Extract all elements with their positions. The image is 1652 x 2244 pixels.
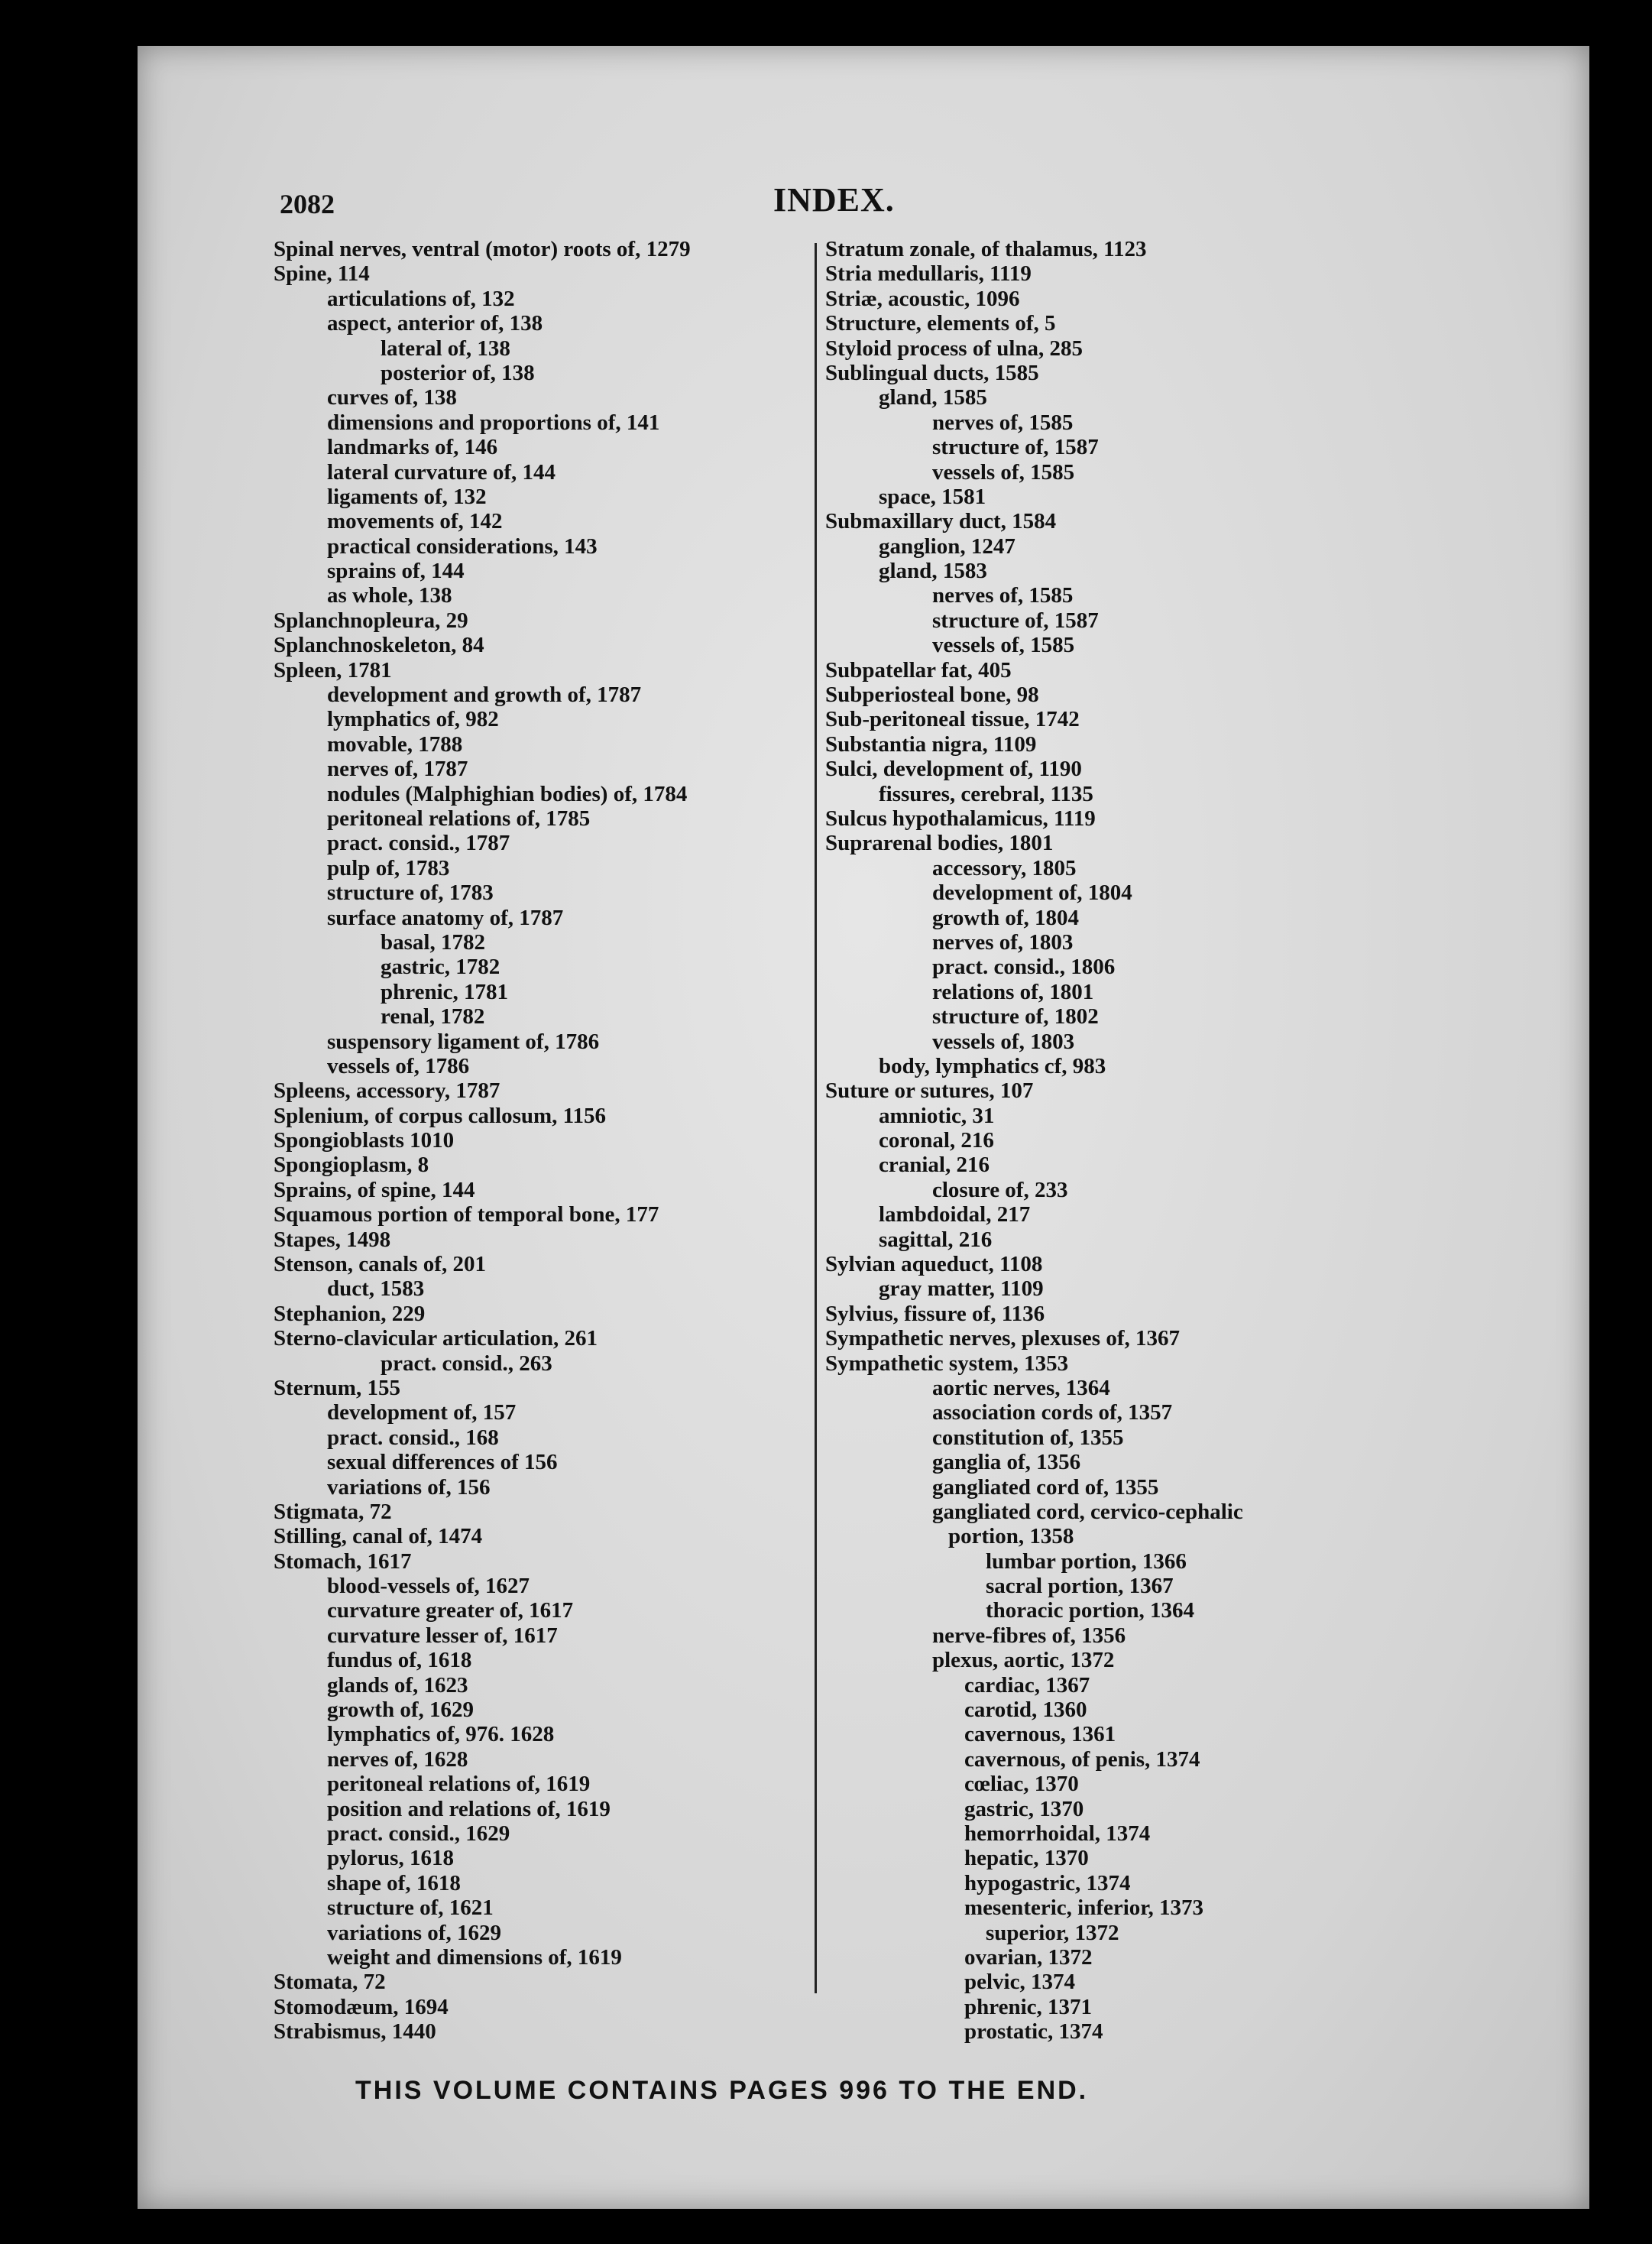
- index-column-right: [825, 237, 1513, 2045]
- index-entry: Suprarenal bodies, 1801: [825, 831, 1054, 856]
- index-entry: ligaments of, 132: [327, 484, 487, 509]
- index-entry: Sulci, development of, 1190: [825, 757, 1082, 782]
- index-entry: peritoneal relations of, 1619: [327, 1772, 591, 1797]
- index-entry: Splanchnoskeleton, 84: [274, 633, 484, 658]
- index-entry: Stria medullaris, 1119: [825, 261, 1032, 287]
- index-entry: blood-vessels of, 1627: [327, 1574, 530, 1599]
- index-entry: Spongioblasts 1010: [274, 1128, 455, 1153]
- index-entry: space, 1581: [879, 484, 986, 509]
- book-page: [138, 46, 1589, 2209]
- index-entry: Sylvius, fissure of, 1136: [825, 1301, 1045, 1326]
- index-entry: fissures, cerebral, 1135: [879, 781, 1093, 806]
- index-entry: Substantia nigra, 1109: [825, 731, 1037, 757]
- index-entry: vessels of, 1803: [932, 1029, 1075, 1054]
- index-entry: Submaxillary duct, 1584: [825, 509, 1057, 534]
- index-entry: Stomodæum, 1694: [274, 1994, 449, 2019]
- index-entry: curvature lesser of, 1617: [327, 1623, 558, 1648]
- index-entry: Stomata, 72: [274, 1970, 386, 1995]
- index-entry: sexual differences of 156: [327, 1450, 558, 1475]
- index-entry: cardiac, 1367: [964, 1672, 1090, 1698]
- index-entry: vessels of, 1585: [932, 633, 1075, 658]
- index-entry: variations of, 156: [327, 1474, 491, 1500]
- index-entry: Stigmata, 72: [274, 1499, 392, 1524]
- index-entry: Suture or sutures, 107: [825, 1078, 1034, 1104]
- index-entry: pract. consid., 1629: [327, 1821, 510, 1846]
- index-entry: movements of, 142: [327, 509, 503, 534]
- index-entry: portion, 1358: [948, 1524, 1074, 1549]
- index-entry: peritoneal relations of, 1785: [327, 806, 591, 831]
- index-entry: Sprains, of spine, 144: [274, 1177, 475, 1202]
- index-entry: nerves of, 1628: [327, 1746, 468, 1772]
- index-entry: Stratum zonale, of thalamus, 1123: [825, 237, 1147, 261]
- index-entry: movable, 1788: [327, 731, 463, 757]
- index-entry: variations of, 1629: [327, 1920, 501, 1945]
- index-entry: gland, 1585: [879, 385, 987, 410]
- index-entry: lateral curvature of, 144: [327, 459, 556, 485]
- index-entry: duct, 1583: [327, 1276, 425, 1302]
- index-entry: sagittal, 216: [879, 1227, 993, 1252]
- page-number: 2082: [280, 189, 335, 219]
- index-entry: Spine, 114: [274, 261, 370, 287]
- index-entry: Subpatellar fat, 405: [825, 657, 1012, 683]
- index-entry: ganglion, 1247: [879, 533, 1015, 559]
- index-entry: shape of, 1618: [327, 1870, 461, 1895]
- index-entry: ganglia of, 1356: [932, 1450, 1081, 1475]
- index-entry: suspensory ligament of, 1786: [327, 1029, 600, 1054]
- index-entry: growth of, 1804: [932, 905, 1079, 930]
- index-entry: nerve-fibres of, 1356: [932, 1623, 1126, 1648]
- index-entry: lumbar portion, 1366: [986, 1548, 1187, 1574]
- index-entry: sacral portion, 1367: [986, 1574, 1174, 1599]
- index-entry: aortic nerves, 1364: [932, 1375, 1110, 1400]
- index-entry: gastric, 1370: [964, 1796, 1084, 1821]
- index-entry: Spleen, 1781: [274, 657, 392, 683]
- index-entry: vessels of, 1786: [327, 1053, 470, 1078]
- index-entry: Styloid process of ulna, 285: [825, 336, 1084, 361]
- index-entry: as whole, 138: [327, 583, 452, 608]
- index-entry: gray matter, 1109: [879, 1276, 1044, 1302]
- index-entry: development and growth of, 1787: [327, 683, 642, 708]
- index-entry: Spongioplasm, 8: [274, 1153, 429, 1178]
- index-entry: renal, 1782: [381, 1004, 485, 1030]
- index-entry: nerves of, 1787: [327, 757, 468, 782]
- index-entry: curves of, 138: [327, 385, 457, 410]
- index-entry: plexus, aortic, 1372: [932, 1648, 1115, 1673]
- index-entry: structure of, 1783: [327, 880, 494, 906]
- column-divider: [815, 243, 817, 1993]
- index-entry: gangliated cord of, 1355: [932, 1474, 1159, 1500]
- index-entry: development of, 1804: [932, 880, 1132, 906]
- index-entry: surface anatomy of, 1787: [327, 905, 564, 930]
- index-entry: structure of, 1802: [932, 1004, 1099, 1030]
- index-entry: thoracic portion, 1364: [986, 1598, 1195, 1623]
- index-entry: curvature greater of, 1617: [327, 1598, 574, 1623]
- index-entry: Sympathetic nerves, plexuses of, 1367: [825, 1326, 1180, 1351]
- index-entry: body, lymphatics cf, 983: [879, 1053, 1106, 1078]
- index-entry: Sublingual ducts, 1585: [825, 360, 1039, 385]
- index-entry: Stomach, 1617: [274, 1548, 412, 1574]
- index-entry: Spleens, accessory, 1787: [274, 1078, 500, 1104]
- index-entry: articulations of, 132: [327, 286, 515, 311]
- index-entry: vessels of, 1585: [932, 459, 1075, 485]
- index-entry: weight and dimensions of, 1619: [327, 1944, 622, 1970]
- index-entry: development of, 157: [327, 1400, 517, 1425]
- index-entry: ovarian, 1372: [964, 1944, 1093, 1970]
- index-entry: pract. consid., 168: [327, 1425, 499, 1450]
- index-entry: cavernous, 1361: [964, 1722, 1116, 1747]
- index-entry: pract. consid., 263: [381, 1351, 552, 1376]
- index-entry: mesenteric, inferior, 1373: [964, 1895, 1203, 1921]
- index-entry: closure of, 233: [932, 1177, 1068, 1202]
- page-title: INDEX.: [773, 181, 895, 219]
- index-entry: growth of, 1629: [327, 1698, 474, 1723]
- index-entry: phrenic, 1781: [381, 979, 509, 1004]
- index-entry: Squamous portion of temporal bone, 177: [274, 1202, 659, 1227]
- index-entry: Stilling, canal of, 1474: [274, 1524, 483, 1549]
- index-entry: sprains of, 144: [327, 559, 465, 584]
- index-entry: fundus of, 1618: [327, 1648, 472, 1673]
- index-entry: glands of, 1623: [327, 1672, 468, 1698]
- index-entry: Sternum, 155: [274, 1375, 400, 1400]
- index-entry: amniotic, 31: [879, 1103, 995, 1128]
- index-entry: Stapes, 1498: [274, 1227, 391, 1252]
- index-entry: structure of, 1587: [932, 435, 1099, 460]
- index-entry: accessory, 1805: [932, 855, 1077, 880]
- index-entry: gland, 1583: [879, 559, 987, 584]
- index-entry: cœliac, 1370: [964, 1772, 1079, 1797]
- index-entry: Sterno-clavicular articulation, 261: [274, 1326, 598, 1351]
- index-entry: Sympathetic system, 1353: [825, 1351, 1069, 1376]
- index-entry: structure of, 1621: [327, 1895, 494, 1921]
- index-entry: pulp of, 1783: [327, 855, 450, 880]
- index-entry: Sylvian aqueduct, 1108: [825, 1252, 1043, 1277]
- index-entry: hypogastric, 1374: [964, 1870, 1131, 1895]
- index-entry: hemorrhoidal, 1374: [964, 1821, 1151, 1846]
- index-entry: Sulcus hypothalamicus, 1119: [825, 806, 1096, 831]
- index-entry: Stenson, canals of, 201: [274, 1252, 486, 1277]
- volume-footer-note: THIS VOLUME CONTAINS PAGES 996 TO THE END.: [355, 2076, 1089, 2105]
- index-entry: Strabismus, 1440: [274, 2019, 436, 2045]
- index-entry: Sub-peritoneal tissue, 1742: [825, 707, 1080, 732]
- index-entry: nerves of, 1585: [932, 583, 1074, 608]
- index-entry: phrenic, 1371: [964, 1994, 1093, 2019]
- index-entry: lymphatics of, 976. 1628: [327, 1722, 555, 1747]
- index-entry: pract. consid., 1806: [932, 955, 1116, 980]
- index-entry: practical considerations, 143: [327, 533, 598, 559]
- index-entry: Splanchnopleura, 29: [274, 608, 468, 633]
- index-entry: basal, 1782: [381, 929, 485, 955]
- index-entry: lymphatics of, 982: [327, 707, 499, 732]
- index-entry: dimensions and proportions of, 141: [327, 410, 660, 435]
- index-entry: nerves of, 1803: [932, 929, 1074, 955]
- index-entry: posterior of, 138: [381, 360, 535, 385]
- index-entry: pract. consid., 1787: [327, 831, 510, 856]
- index-entry: position and relations of, 1619: [327, 1796, 611, 1821]
- index-entry: Striæ, acoustic, 1096: [825, 286, 1020, 311]
- index-entry: hepatic, 1370: [964, 1846, 1089, 1871]
- index-entry: pelvic, 1374: [964, 1970, 1075, 1995]
- index-entry: landmarks of, 146: [327, 435, 498, 460]
- index-entry: pylorus, 1618: [327, 1846, 454, 1871]
- index-entry: structure of, 1587: [932, 608, 1099, 633]
- index-entry: Stephanion, 229: [274, 1301, 426, 1326]
- index-entry: association cords of, 1357: [932, 1400, 1173, 1425]
- index-entry: Structure, elements of, 5: [825, 311, 1056, 336]
- index-entry: cavernous, of penis, 1374: [964, 1746, 1200, 1772]
- index-entry: carotid, 1360: [964, 1698, 1087, 1723]
- index-entry: aspect, anterior of, 138: [327, 311, 543, 336]
- index-entry: Spinal nerves, ventral (motor) roots of, 1279: [274, 237, 691, 261]
- index-entry: Splenium, of corpus callosum, 1156: [274, 1103, 607, 1128]
- index-entry: relations of, 1801: [932, 979, 1094, 1004]
- index-entry: cranial, 216: [879, 1153, 990, 1178]
- index-entry: superior, 1372: [986, 1920, 1119, 1945]
- index-entry: constitution of, 1355: [932, 1425, 1124, 1450]
- index-entry: prostatic, 1374: [964, 2019, 1103, 2045]
- index-entry: gangliated cord, cervico-cephalic: [932, 1499, 1243, 1524]
- index-entry: nerves of, 1585: [932, 410, 1074, 435]
- index-entry: lambdoidal, 217: [879, 1202, 1031, 1227]
- index-entry: Subperiosteal bone, 98: [825, 683, 1039, 708]
- index-entry: gastric, 1782: [381, 955, 500, 980]
- index-entry: nodules (Malphighian bodies) of, 1784: [327, 781, 688, 806]
- index-entry: lateral of, 138: [381, 336, 510, 361]
- index-entry: coronal, 216: [879, 1128, 994, 1153]
